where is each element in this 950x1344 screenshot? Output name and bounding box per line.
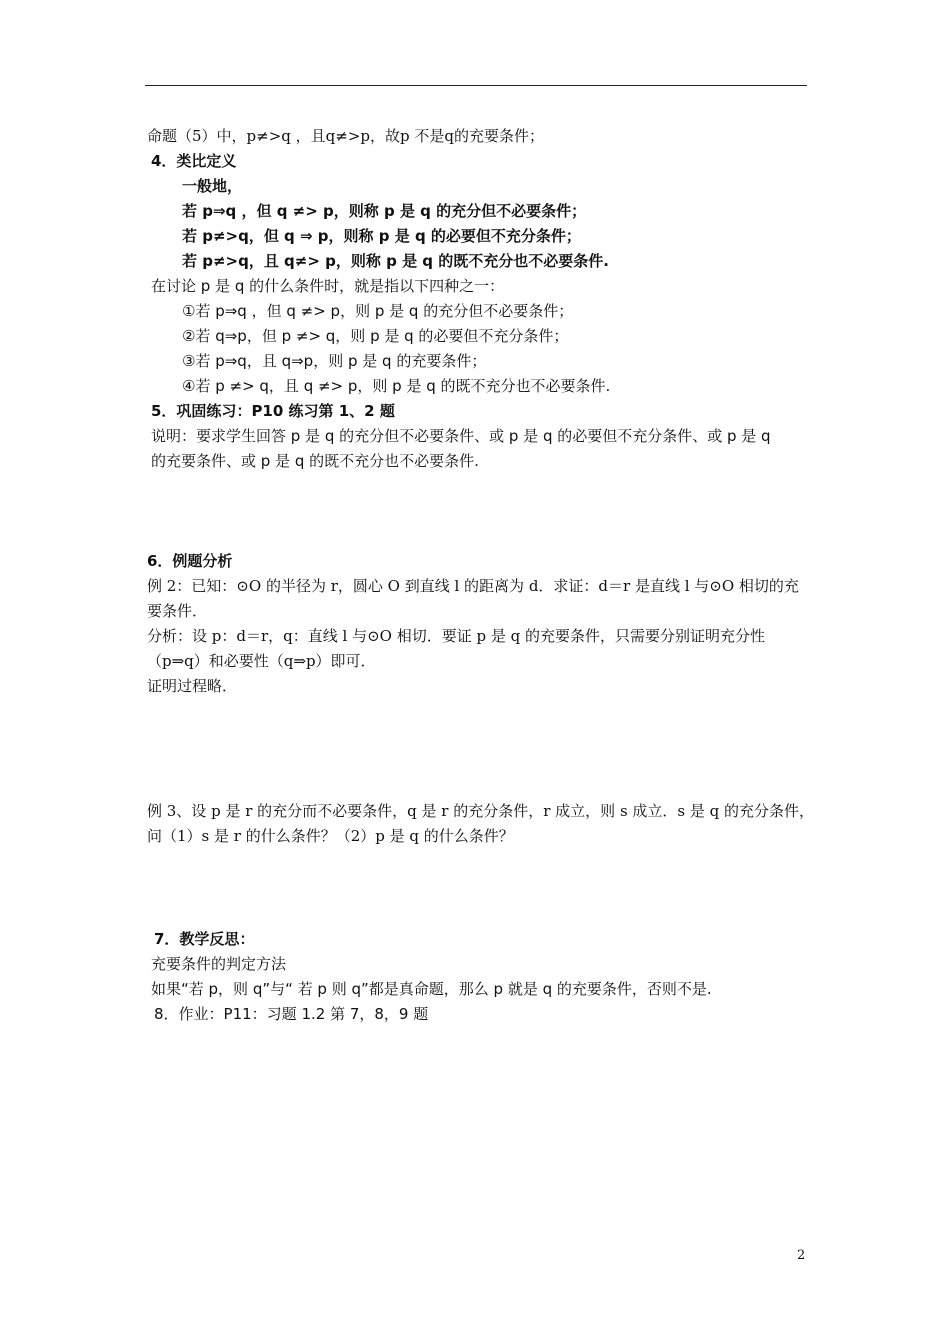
example-2: 例 2：已知：⊙O 的半径为 r，圆心 O 到直线 l 的距离为 d．求证：d＝r 是直线 l 与⊙O 相切的充 <box>147 577 799 595</box>
text-line-reflection: 如果“若 p，则 q”与“ 若 p 则 q”都是真命题，那么 p 就是 q 的充要条件，否则不是. <box>151 980 712 998</box>
text-line-generally: 一般地， <box>182 177 243 195</box>
text-line-explanation: 说明：要求学生回答 p 是 q 的充分但不必要条件、或 p 是 q 的必要但不充分条件、或 p 是 q <box>151 427 771 445</box>
section-heading-6: 6．例题分析 <box>147 552 233 570</box>
text-line-explanation-cont: 的充要条件、或 p 是 q 的既不充分也不必要条件. <box>151 452 479 470</box>
section-heading-7: 7．教学反思： <box>154 930 255 948</box>
section-heading-5: 5．巩固练习：P10 练习第 1、2 题 <box>151 402 395 420</box>
text-line-proposition-5: 命题（5）中，p≠>q ，且q≠>p，故p 不是q的充要条件； <box>147 127 544 145</box>
analysis-line-cont: （p⇒q）和必要性（q⇒p）即可． <box>147 652 376 670</box>
example-3-question: 问（1）s 是 r 的什么条件？（2）p 是 q 的什么条件？ <box>147 827 514 845</box>
definition-sufficient: 若 p⇒q ，但 q ≠> p，则称 p 是 q 的充分但不必要条件； <box>182 202 587 220</box>
case-1: ①若 p⇒q ，但 q ≠> p，则 p 是 q 的充分但不必要条件； <box>182 302 574 320</box>
page-number: 2 <box>797 1248 806 1263</box>
section-heading-4: 4．类比定义 <box>151 152 237 170</box>
analysis-line: 分析：设 p：d＝r，q：直线 l 与⊙O 相切．要证 p 是 q 的充要条件，只需要分别证明充分性 <box>147 627 765 645</box>
proof-omitted: 证明过程略． <box>147 677 238 695</box>
definition-neither: 若 p≠>q，且 q≠> p，则称 p 是 q 的既不充分也不必要条件. <box>182 252 609 270</box>
case-2: ②若 q⇒p，但 p ≠> q，则 p 是 q 的必要但不充分条件； <box>182 327 569 345</box>
case-4: ④若 p ≠> q，且 q ≠> p，则 p 是 q 的既不充分也不必要条件. <box>182 377 611 395</box>
example-3: 例 3、设 p 是 r 的充分而不必要条件，q 是 r 的充分条件，r 成立，则 s 成立．s 是 q 的充分条件， <box>147 802 815 820</box>
case-3: ③若 p⇒q，且 q⇒p，则 p 是 q 的充要条件； <box>182 352 487 370</box>
example-2-cont: 要条件． <box>147 602 208 620</box>
text-line-method: 充要条件的判定方法 <box>151 955 287 973</box>
text-line-four-cases: 在讨论 p 是 q 的什么条件时，就是指以下四种之一： <box>151 277 505 295</box>
definition-necessary: 若 p≠>q，但 q ⇒ p，则称 p 是 q 的必要但不充分条件； <box>182 227 581 245</box>
header-rule <box>145 85 807 86</box>
homework-line: 8．作业：P11：习题 1.2 第 7，8，9 题 <box>154 1005 429 1023</box>
